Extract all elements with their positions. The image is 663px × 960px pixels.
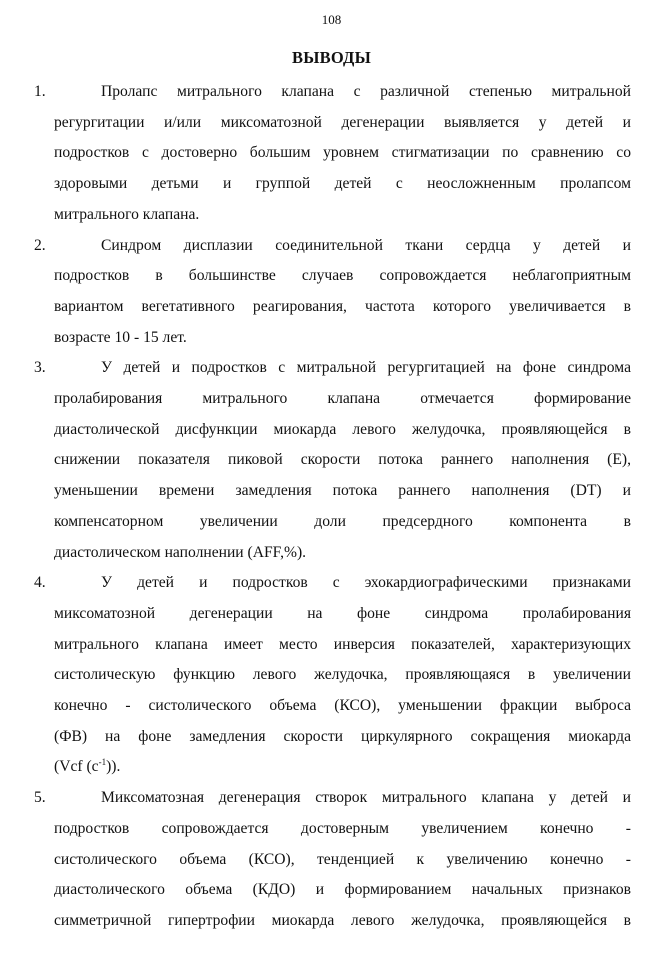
item-line: Миксоматозная дегенерация створок митрального клапана у детей и — [101, 789, 631, 807]
item-line: У детей и подростков с эхокардиографическими признаками — [101, 574, 631, 592]
item-line: симметричной гипертрофии миокарда левого желудочка, проявляющейся в — [54, 911, 631, 929]
item-line: митрального клапана. — [54, 205, 200, 223]
conclusion-item-3 — [0, 353, 663, 568]
item-line: Синдром дисплазии соединительной ткани сердца у детей и — [101, 236, 631, 254]
item-line: снижении показателя пиковой скорости потока раннего наполнения (Е), — [54, 451, 631, 469]
item-line: Пролапс митрального клапана с различной степенью митральной — [101, 83, 631, 100]
item-line: подростков с достоверно большим уровнем стигматизации по сравнению со — [54, 144, 631, 162]
item-line: диастолической дисфункции миокарда левого желудочка, проявляющейся в — [54, 420, 631, 438]
item-line: (Vcf $(c^{-1})$). — [54, 757, 121, 776]
item-number: 4. — [34, 574, 46, 592]
item-line: подростков сопровождается достоверным увеличением конечно - — [54, 819, 631, 837]
item-line: митрального клапана имеет место инверсия показателей, характеризующих — [54, 635, 631, 653]
page-title: ВЫВОДЫ — [292, 48, 371, 67]
conclusion-item-2 — [0, 231, 663, 354]
item-line: У детей и подростков с митральной регургитацией на фоне синдрома — [101, 359, 631, 377]
conclusion-item-5 — [0, 783, 663, 937]
item-line: компенсаторном увеличении доли предсердного компонента в — [54, 512, 631, 530]
page-number: 108 — [321, 12, 342, 27]
superscript: -1 — [98, 757, 107, 768]
item-line: регургитации и/или миксоматозной дегенерации выявляется у детей и — [54, 113, 631, 131]
item-line: диастолическом наполнении (AFF,%). — [54, 543, 307, 561]
conclusions-list — [0, 77, 663, 937]
item-line: пролабирования митрального клапана отмечается формирование — [54, 390, 631, 408]
item-number: 5. — [34, 789, 46, 807]
item-number: 1. — [34, 83, 46, 100]
item-line: конечно - систолического объема (КСО), уменьшении фракции выброса — [54, 697, 631, 715]
item-line: (ФВ) на фоне замедления скорости циркулярного сокращения миокарда — [54, 727, 631, 745]
item-number: 3. — [34, 359, 46, 377]
item-line: возрасте 10 - 15 лет. — [54, 328, 187, 346]
item-line: систолическую функцию левого желудочка, проявляющаяся в увеличении — [54, 666, 631, 684]
item-line: систолического объема (КСО), тенденцией к увеличению конечно - — [54, 850, 631, 868]
conclusion-item-4 — [0, 568, 663, 783]
conclusion-item-1 — [0, 77, 663, 231]
item-line: подростков в большинстве случаев сопровождается неблагоприятным — [54, 267, 631, 285]
item-line: здоровыми детьми и группой детей с неосложненным пролапсом — [54, 175, 631, 193]
item-line: уменьшении времени замедления потока раннего наполнения (DT) и — [54, 482, 631, 500]
item-line: диастолического объема (КДО) и формированием начальных признаков — [54, 881, 631, 899]
item-number: 2. — [34, 236, 46, 254]
item-line: вариантом вегетативного реагирования, частота которого увеличивается в — [54, 297, 631, 315]
item-line: миксоматозной дегенерации на фоне синдрома пролабирования — [54, 604, 631, 622]
